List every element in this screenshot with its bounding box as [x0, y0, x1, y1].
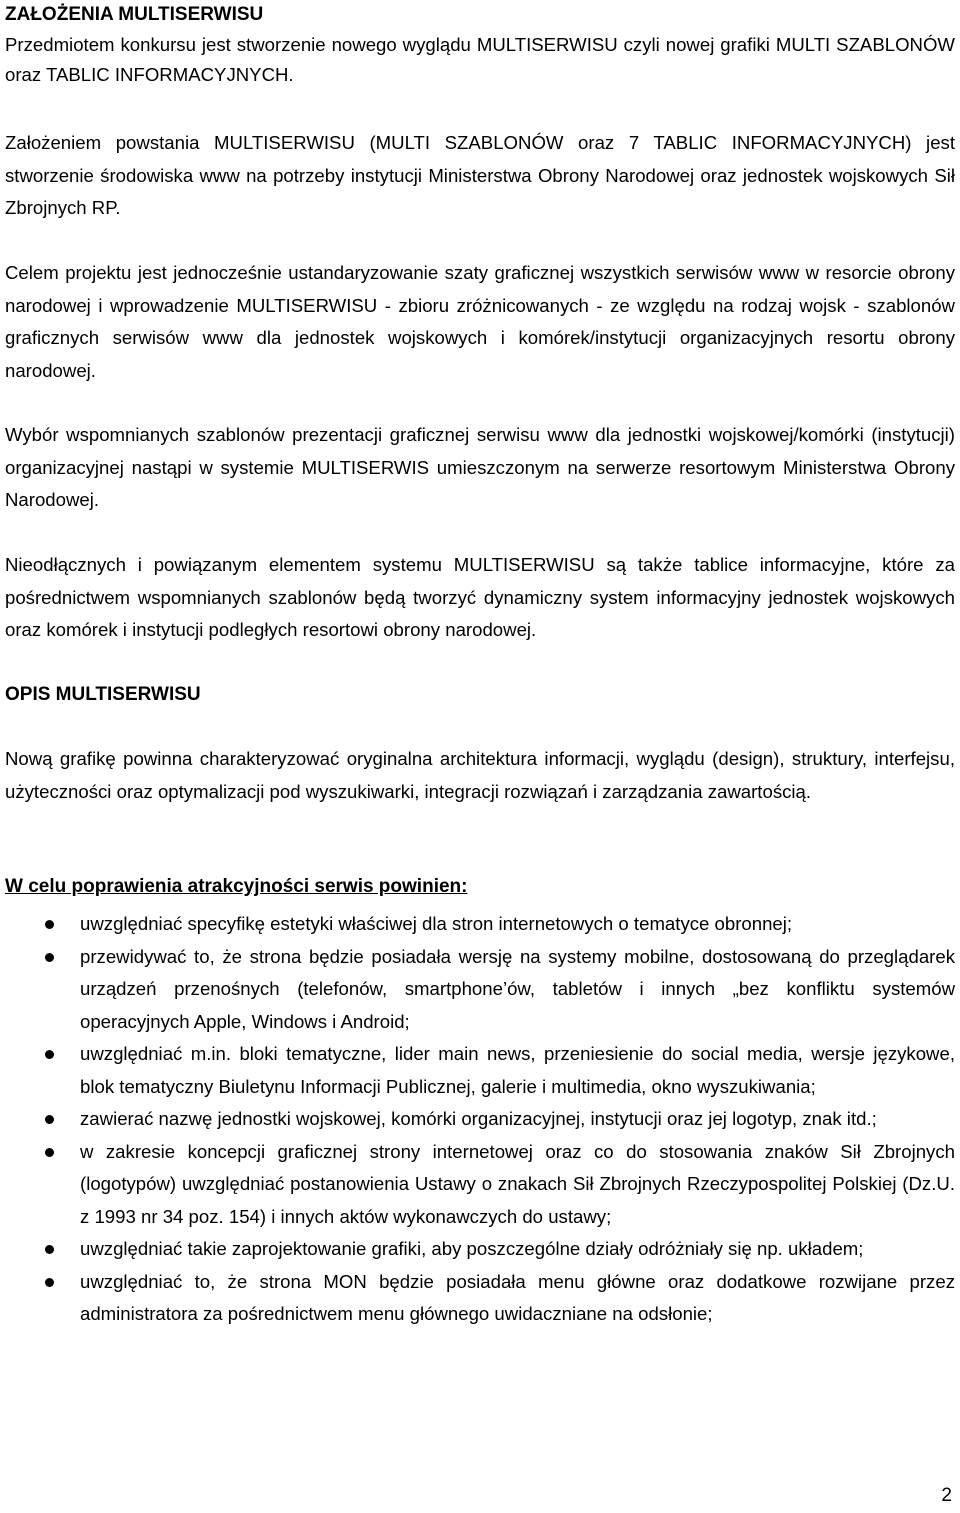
list-item: uwzględniać specyfikę estetyki właściwej dla stron internetowych o tematyce obronnej;: [5, 908, 955, 941]
list-item: w zakresie koncepcji graficznej strony internetowej oraz co do stosowania znaków Sił Zbrojnych (logotypów) uwzględniać postanowienia Ustawy o znakach Sił Zbrojnych Rzeczypospolitej Polskiej (Dz.U. z 1993 nr 34 poz. 154) i innych aktów wykonawczych do ustawy;: [5, 1136, 955, 1234]
list-item: zawierać nazwę jednostki wojskowej, komórki organizacyjnej, instytucji oraz jej logotyp, znak itd.;: [5, 1103, 955, 1136]
list-item: uwzględniać takie zaprojektowanie grafiki, aby poszczególne działy odróżniały się np. układem;: [5, 1233, 955, 1266]
paragraph-4: Nieodłącznych i powiązanym elementem systemu MULTISERWISU są także tablice informacyjne, które za pośrednictwem wspomnianych szablonów będą tworzyć dynamiczny system informacyjny jednostek wojskowych oraz komórek i instytucji podległych resortowi obrony narodowej.: [5, 554, 955, 640]
page-number: 2: [941, 1485, 952, 1506]
intro-paragraph: Przedmiotem konkursu jest stworzenie nowego wyglądu MULTISERWISU czyli nowej grafiki MULTI SZABLONÓW oraz TABLIC INFORMACYJNYCH.: [5, 34, 955, 85]
paragraph-1: Założeniem powstania MULTISERWISU (MULTI SZABLONÓW oraz 7 TABLIC INFORMACYJNYCH) jest stworzenie środowiska www na potrzeby instytucji Ministerstwa Obrony Narodowej oraz jednostek wojskowych Sił Zbrojnych RP.: [5, 132, 955, 218]
heading-cel: W celu poprawienia atrakcyjności serwis powinien:: [5, 876, 468, 897]
paragraph-2: Celem projektu jest jednocześnie ustandaryzowanie szaty graficznej wszystkich serwisów www w resorcie obrony narodowej i wprowadzenie MULTISERWISU - zbioru zróżnicowanych - ze względu na rodzaj wojsk - szablonów graficznych serwisów www dla jednostek wojskowych i komórek/instytucji organizacyjnych resortu obrony narodowej.: [5, 262, 955, 381]
heading-opis: OPIS MULTISERWISU: [5, 684, 201, 705]
list-item: uwzględniać to, że strona MON będzie posiadała menu główne oraz dodatkowe rozwijane przez administratora za pośrednictwem menu głównego uwidaczniane na odsłonie;: [5, 1266, 955, 1331]
heading-main: ZAŁOŻENIA MULTISERWISU: [5, 4, 264, 25]
opis-paragraph: Nową grafikę powinna charakteryzować oryginalna architektura informacji, wyglądu (design), struktury, interfejsu, użyteczności oraz optymalizacji pod wyszukiwarki, integracji rozwiązań i zarządzania zawartością.: [5, 748, 955, 802]
list-item: przewidywać to, że strona będzie posiadała wersję na systemy mobilne, dostosowaną do przeglądarek urządzeń przenośnych (telefonów, smartphone’ów, tabletów i innych „bez konfliktu systemów operacyjnych Apple, Windows i Android;: [5, 941, 955, 1039]
requirements-list: [5, 908, 955, 1331]
list-item: uwzględniać m.in. bloki tematyczne, lider main news, przeniesienie do social media, wersje językowe, blok tematyczny Biuletynu Informacji Publicznej, galerie i multimedia, okno wyszukiwania;: [5, 1038, 955, 1103]
paragraph-3: Wybór wspomnianych szablonów prezentacji graficznej serwisu www dla jednostki wojskowej/komórki (instytucji) organizacyjnej nastąpi w systemie MULTISERWIS umieszczonym na serwerze resortowym Ministerstwa Obrony Narodowej.: [5, 424, 955, 510]
